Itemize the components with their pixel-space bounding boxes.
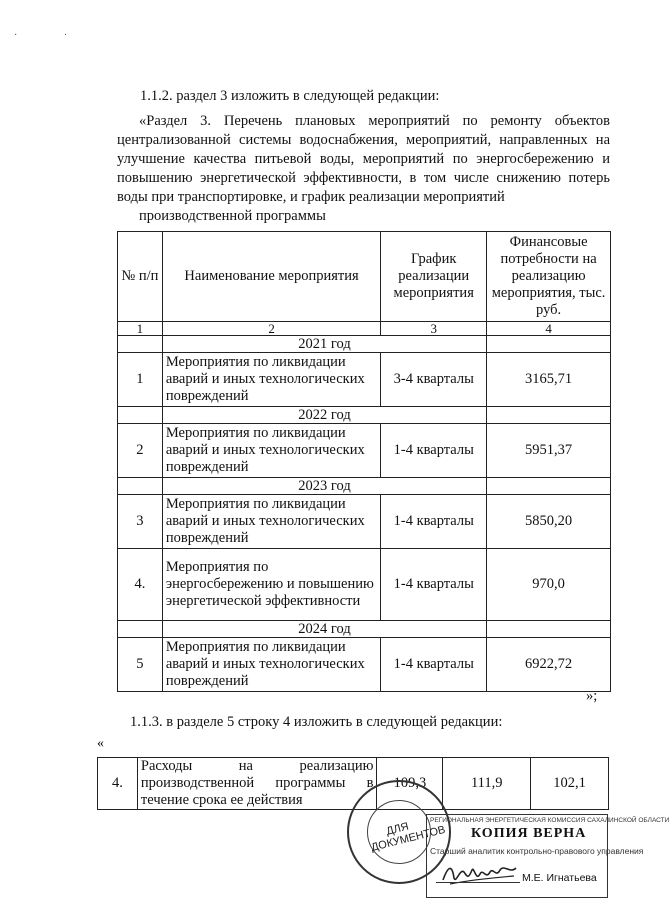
row-num: 3 <box>118 495 163 549</box>
table-row <box>118 495 611 549</box>
row-amount: 3165,71 <box>487 353 611 407</box>
section-heading-text: «Раздел 3. Перечень плановых мероприятий по ремонту объектов централизованной системы водоснабжения, мероприятий, направленных на улучшение качества питьевой воды, мероприятий по энергосбережению и повышению энергетической эффективности, в том числе снижению потерь воды при транспортировке, и график реализации мероприятий <box>117 113 610 205</box>
row-amount: 970,0 <box>487 549 611 621</box>
row-value-3: 102,1 <box>531 758 609 810</box>
year-row <box>118 336 611 353</box>
signer-name: М.Е. Игнатьева <box>522 872 597 884</box>
column-number-row <box>118 322 611 336</box>
table-row <box>118 638 611 692</box>
table-row <box>118 353 611 407</box>
intro-paragraph: 1.1.2. раздел 3 изложить в следующей редакции: <box>140 88 440 104</box>
stamp-position: Старший аналитик контрольно-правового управления <box>430 846 644 856</box>
closing-quote: »; <box>586 688 598 704</box>
row-amount: 6922,72 <box>487 638 611 692</box>
row-name: Мероприятия по ликвидации аварий и иных технологических повреждений <box>162 353 380 407</box>
row-amount: 5850,20 <box>487 495 611 549</box>
row-desc: Расходы на реализацию производственной программы в течение срока ее действия <box>137 758 377 810</box>
row-schedule: 1-4 кварталы <box>381 424 487 478</box>
row-amount: 5951,37 <box>487 424 611 478</box>
copy-true-title: КОПИЯ ВЕРНА <box>471 826 587 841</box>
row-num: 5 <box>118 638 163 692</box>
col-number: 1 <box>118 322 163 336</box>
row-name: Мероприятия по ликвидации аварий и иных технологических повреждений <box>162 424 380 478</box>
table-row <box>98 758 609 810</box>
row-num: 4. <box>98 758 138 810</box>
year-row <box>118 621 611 638</box>
year-label: 2023 год <box>162 478 486 495</box>
col-number: 2 <box>162 322 380 336</box>
row-name: Мероприятия по ликвидации аварий и иных технологических повреждений <box>162 638 380 692</box>
row-num: 4. <box>118 549 163 621</box>
header-name: Наименование мероприятия <box>162 232 380 322</box>
row-schedule: 1-4 кварталы <box>381 638 487 692</box>
row-name: Мероприятия по энергосбережению и повышению энергетической эффективности <box>162 549 380 621</box>
table-row <box>118 424 611 478</box>
scan-dots: · · <box>14 30 90 41</box>
table-row <box>118 549 611 621</box>
stamp-org-line: РЕГИОНАЛЬНАЯ ЭНЕРГЕТИЧЕСКАЯ КОМИССИЯ САХАЛИНСКОЙ ОБЛАСТИ <box>430 817 669 824</box>
open-quote: « <box>97 736 104 751</box>
header-num: № п/п <box>118 232 163 322</box>
header-row <box>118 232 611 322</box>
year-label: 2021 год <box>162 336 486 353</box>
row-schedule: 3-4 кварталы <box>381 353 487 407</box>
row-name: Мероприятия по ликвидации аварий и иных технологических повреждений <box>162 495 380 549</box>
row-value-2: 111,9 <box>443 758 531 810</box>
row-schedule: 1-4 кварталы <box>381 549 487 621</box>
row-num: 1 <box>118 353 163 407</box>
year-row <box>118 407 611 424</box>
header-amount: Финансовые потребности на реализацию мероприятия, тыс. руб. <box>487 232 611 322</box>
row-value-1: 109,3 <box>377 758 443 810</box>
col-number: 3 <box>381 322 487 336</box>
year-row <box>118 478 611 495</box>
item-1-1-3: 1.1.3. в разделе 5 строку 4 изложить в следующей редакции: <box>130 714 503 730</box>
header-schedule: График реализации мероприятия <box>381 232 487 322</box>
section-heading <box>117 112 610 226</box>
row-schedule: 1-4 кварталы <box>381 495 487 549</box>
measures-table <box>117 231 611 692</box>
year-label: 2022 год <box>162 407 486 424</box>
year-label: 2024 год <box>162 621 486 638</box>
section-heading-last-line: производственной программы <box>139 208 326 224</box>
expenses-table <box>97 757 609 810</box>
round-seal-text: ДЛЯ ДОКУМЕНТОВ <box>369 820 447 854</box>
signature-line <box>436 882 520 883</box>
row-num: 2 <box>118 424 163 478</box>
col-number: 4 <box>487 322 611 336</box>
handwritten-signature <box>440 858 518 888</box>
